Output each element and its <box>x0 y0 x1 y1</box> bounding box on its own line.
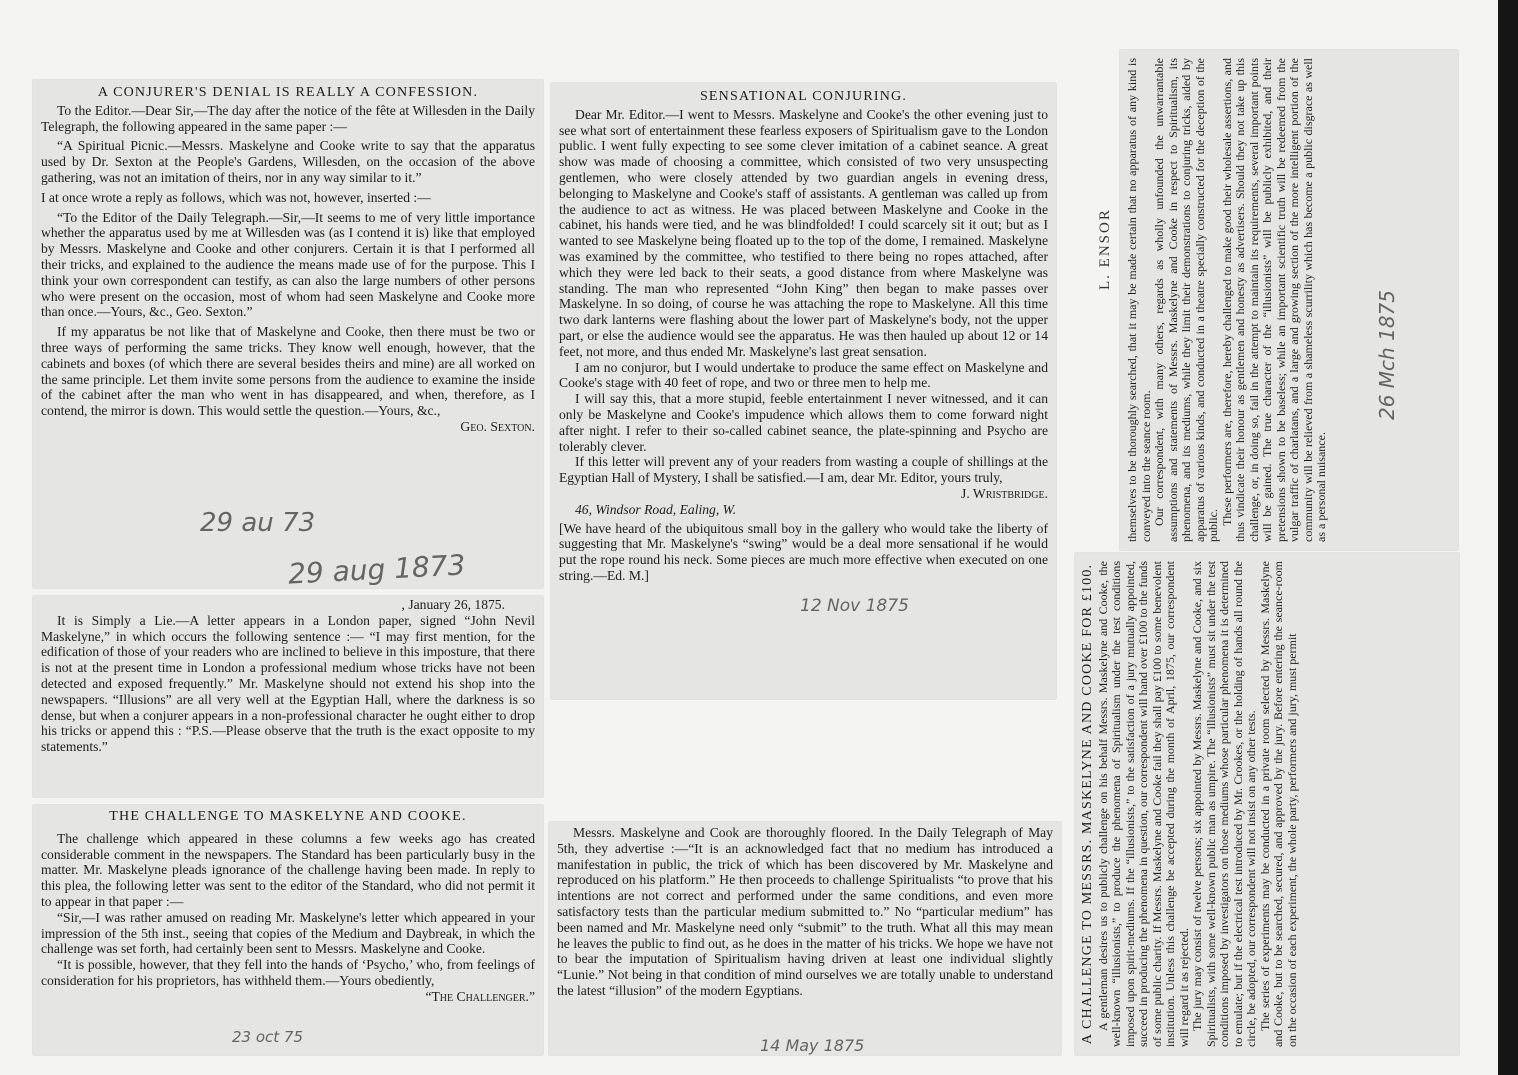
paragraph: I at once wrote a reply as follows, which was not, however, inserted :— <box>41 189 431 205</box>
clipping-thoroughly-floored <box>549 822 1061 1055</box>
clipping-title: THE CHALLENGE TO MASKELYNE AND COOKE. <box>109 809 467 824</box>
paragraph: The jury may consist of twelve persons; six appointed by Messrs. Maskelyne and Cooke, and six Spiritualists, with some well-known public man as umpire. The “illusionists” must sit under the test conditions imposed by investigators on those mediums whose particular phenomena it is determined to emulate; but if the electrical test introduced by Mr. Crookes, or the holding of hands all round the circle, be adopted, our correspondent will not insist on any other tests. <box>1190 561 1258 1047</box>
handwritten-date-note: 29 aug 1873 <box>287 548 467 591</box>
clipping-title: SENSATIONAL CONJURING. <box>699 89 908 104</box>
clipping-title: A CONJURER'S DENIAL IS REALLY A CONFESSION. <box>97 85 479 100</box>
paragraph: These performers are, therefore, hereby challenged to make good their wholesale assertions, and thus vindicate their honour as gentlemen and honesty as advertisers. Should they not take up this challenge, or, in doing so, fail in the attempt to maintain its requirements, several important points will be gained. The true character of the “illusionists” will be publicly exhibited, and their pretensions shown to be baseless; while an important scientific truth will be redeemed from the vulgar traffic of charlatans, and a large and growing section of the more intelligent portion of the community will be relieved from a shameless scurrility which has become a public disgrace as well as a personal nuisance. <box>1219 58 1328 542</box>
handwritten-date-note: 26 Mch 1875 <box>1375 290 1399 420</box>
address: 46, Windsor Road, Ealing, W. <box>575 501 737 517</box>
paragraph: A gentleman desires us to publicly challenge on his behalf Messrs. Maskelyne and Cooke, the well-known “illusionists,” to produce the phenomena of Spiritualism under the test conditions imposed upon spirit-mediums. If the “illusionists,” to the satisfaction of a jury mutually appointed, succeed in producing the phenomena in question, our correspondent will hand over £100 to the funds of some public charity. If Messrs. Maskelyne and Cooke fail they shall pay £100 to some benevolent institution. Unless this challenge be accepted during the month of April, 1875, our correspondent will regard it as rejected. <box>1095 561 1191 1047</box>
dateline: , January 26, 1875. <box>401 597 505 612</box>
clipping-title: A CHALLENGE TO MESSRS. MASKELYNE AND COOKE FOR £100. <box>1080 563 1095 1045</box>
paragraph: If this letter will prevent any of your readers from wasting a couple of shillings at the Egyptian Hall of Mystery, I shall be satisfied.—I am, dear Mr. Editor, yours truly, <box>559 454 1048 486</box>
board-shadow-edge <box>1498 0 1518 1075</box>
handwritten-date-note: 23 oct 75 <box>232 1028 304 1046</box>
paragraph: I am no conjuror, but I would undertake to produce the same effect on Maskelyne and Cooke's stage with 40 feet of rope, and two or three men to help me. <box>559 359 1048 391</box>
ensor-label: L. ENSOR <box>1097 208 1113 290</box>
paragraph: “A Spiritual Picnic.—Messrs. Maskelyne and Cooke write to say that the apparatus used by Dr. Sexton at the People's Gardens, Willesden, on the occasion of the above gathering, was not an imitation of theirs, nor in any way similar to it.” <box>41 138 535 185</box>
handwritten-date-note: 12 Nov 1875 <box>800 596 909 616</box>
paragraph: The challenge which appeared in these columns a few weeks ago has created considerable comment in the newspapers. The Standard has been particularly busy in the matter. Mr. Maskelyne pleads ignorance of the challenge having been made. In reply to this plea, the following letter was sent to the editor of the Standard, who did not permit it to appear in that paper :— <box>41 830 535 909</box>
signature: “The Challenger.” <box>425 988 535 1004</box>
rotated-column <box>1122 52 1456 548</box>
handwritten-date-note: 14 May 1875 <box>760 1036 865 1055</box>
clipping-challenge-to-maskelyne <box>33 805 543 1055</box>
clipping-simply-a-lie <box>33 596 543 797</box>
paragraph: The series of experiments may be conducted in a private room selected by Messrs. Maskelyne and Cooke, but to be searched, secured, and approved by the jury. Before entering the seance-room on the occasion of each experiment, the whole party, performers and jury, must permit <box>1257 561 1299 1047</box>
paragraph: I will say this, that a more stupid, feeble entertainment I never witnessed, and it can only be Maskelyne and Cooke's impudence which allows them to come forward night after night. I refer to their so-called cabinet seance, the plate-spinning and Psycho are tolerably clever. <box>559 391 1048 454</box>
paragraph: Dear Mr. Editor.—I went to Messrs. Maskelyne and Cooke's the other evening just to see what sort of entertainment these fearless exposers of Spiritualism gave to the London public. I went fully expecting to see some clever imitation of a cabinet seance. A great show was made of choosing a committee, which consisted of two very unsuspecting gentlemen, who were closely attended by two guardian angels in evening dress, belonging to Maskelyne and Cooke's staff of assistants. A gentleman was called up from the audience to act as witness. He was placed between Maskelyne and Cooke in the cabinet, his hands were tied, and he was blindfolded! I could scarcely sit it out; but as I wanted to see Maskelyne being floated up to the top of the dome, I remained. Maskelyne was examined by the committee, who testified to there being no ropes attached, after which they were led back to their seats, a good distance from where Maskelyne was standing. The man who represented “John King” then began to make passes over Maskelyne. In so doing, of course he was attaching the rope to Maskelyne. All this time two dark lanterns were flashing about the lower part of Maskelyne's body, not the upper part, or else the audience would see the apparatus. He was then hauled up about 12 or 14 feet, not more, and thus ended Mr. Maskelyne's last great sensation. <box>559 106 1048 359</box>
paragraph: “It is possible, however, that they fell into the hands of ‘Psycho,’ who, from feelings of consideration for his proprietors, has withheld them.—Yours obediently, <box>41 957 535 988</box>
paragraph: themselves to be thoroughly searched, that it may be made certain that no apparatus of any kind is conveyed into the seance room. <box>1125 58 1153 542</box>
paragraph: If my apparatus be not like that of Maskelyne and Cooke, then there must be two or three ways of performing the same tricks. They know well enough, however, that the cabinets and boxes (of which there are several besides theirs and mine) are all worked on the same principle. Let them invite some persons from the audience to examine the inside of the cabinet after the man who went in has disappeared, and when, therefore, as I contend, the mirror is down. This would settle the question.—Yours, &c., <box>41 324 535 419</box>
clipping-challenge-for-100-pounds <box>1075 553 1459 1055</box>
handwritten-date-note: 29 au 73 <box>200 508 316 538</box>
paragraph: It is Simply a Lie.—A letter appears in a London paper, signed “John Nevil Maskelyne,” in which occurs the following sentence :— “I may first mention, for the edification of those of your readers who are inclined to believe in this imposture, that there is not at the present time in London a professional medium whose tricks have not been detected and exposed frequently.” Mr. Maskelyne should not extend his shop into the newspapers. “Illusions” are all very well at the Egyptian Hall, where the darkness is so dense, but when a conjurer appears in a non-professional character he ought either to drop his tricks or append this : “P.S.—Please observe that the truth is the exact opposite to my statements.” <box>41 612 535 755</box>
signature: J. Wristbridge. <box>961 485 1048 501</box>
paragraph: To the Editor.—Dear Sir,—The day after the notice of the fête at Willesden in the Daily Telegraph, the following appeared in the same paper :— <box>41 102 535 134</box>
editor-note: [We have heard of the ubiquitous small boy in the gallery who would take the liberty of suggesting that Mr. Maskelyne's “swing” would be a deal more sensational if he would put the rope round his neck. Some pieces are much more effective when executed on one string.—Ed. M.] <box>559 520 1048 583</box>
signature: Geo. Sexton. <box>460 418 535 434</box>
paragraph: Messrs. Maskelyne and Cook are thoroughly floored. In the Daily Telegraph of May 5th, they advertise :—“It is an acknowledged fact that no medium has introduced a manifestation in public, the trick of which has been discovered by Mr. Maskelyne and reproduced on his platform.” He then proceeds to challenge Spiritualists “to prove that his intentions are not correct and performed under the same conditions, and even more satisfactory tests than the particular medium submitted to.” No “particular medium” has been named and Mr. Maskelyne need only “submit” to the truth. What all this may mean he leaves the public to find out, as he does in the matter of his tricks. We hope we have not to bear the imputation of Spiritualism having driven at least one individual slightly “Lunie.” Not being in that condition of mind ourselves we are totally unable to understand the latest “illusion” of the modern Egyptians. <box>557 825 1053 998</box>
paragraph: “To the Editor of the Daily Telegraph.—Sir,—It seems to me of very little importance whether the apparatus used by me at Willesden was (as I contend it is) like that employed by Messrs. Maskelyne and Cooke and other conjurers. Certain it is that I performed all their tricks, and explained to the audience the means made use of for the purpose. This I think your own correspondent can testify, as can also the large numbers of other persons who were present on the occasion, most of whom had seen Maskelyne and Cooke more than once.—Yours, &c., Geo. Sexton.” <box>41 209 535 320</box>
rotated-column <box>1077 555 1457 1053</box>
paragraph: Our correspondent, with many others, regards as wholly unfounded the unwarrantable assumptions and statements of Messrs. Maskelyne and Cooke in respect to Spiritualism, its phenomena, and its mediums, while they limit their demonstrations to conjuring tricks, aided by apparatus of various kinds, and conducted in a theatre specially constructed for the deception of the public. <box>1152 58 1220 542</box>
paragraph: “Sir,—I was rather amused on reading Mr. Maskelyne's letter which appeared in your impression of the 5th inst., seeing that copies of the Medium and Daybreak, in which the challenge was set forth, had certainly been sent to Messrs. Maskelyne and Cooke. <box>41 909 535 957</box>
clipping-challenge-continued <box>1120 50 1458 550</box>
